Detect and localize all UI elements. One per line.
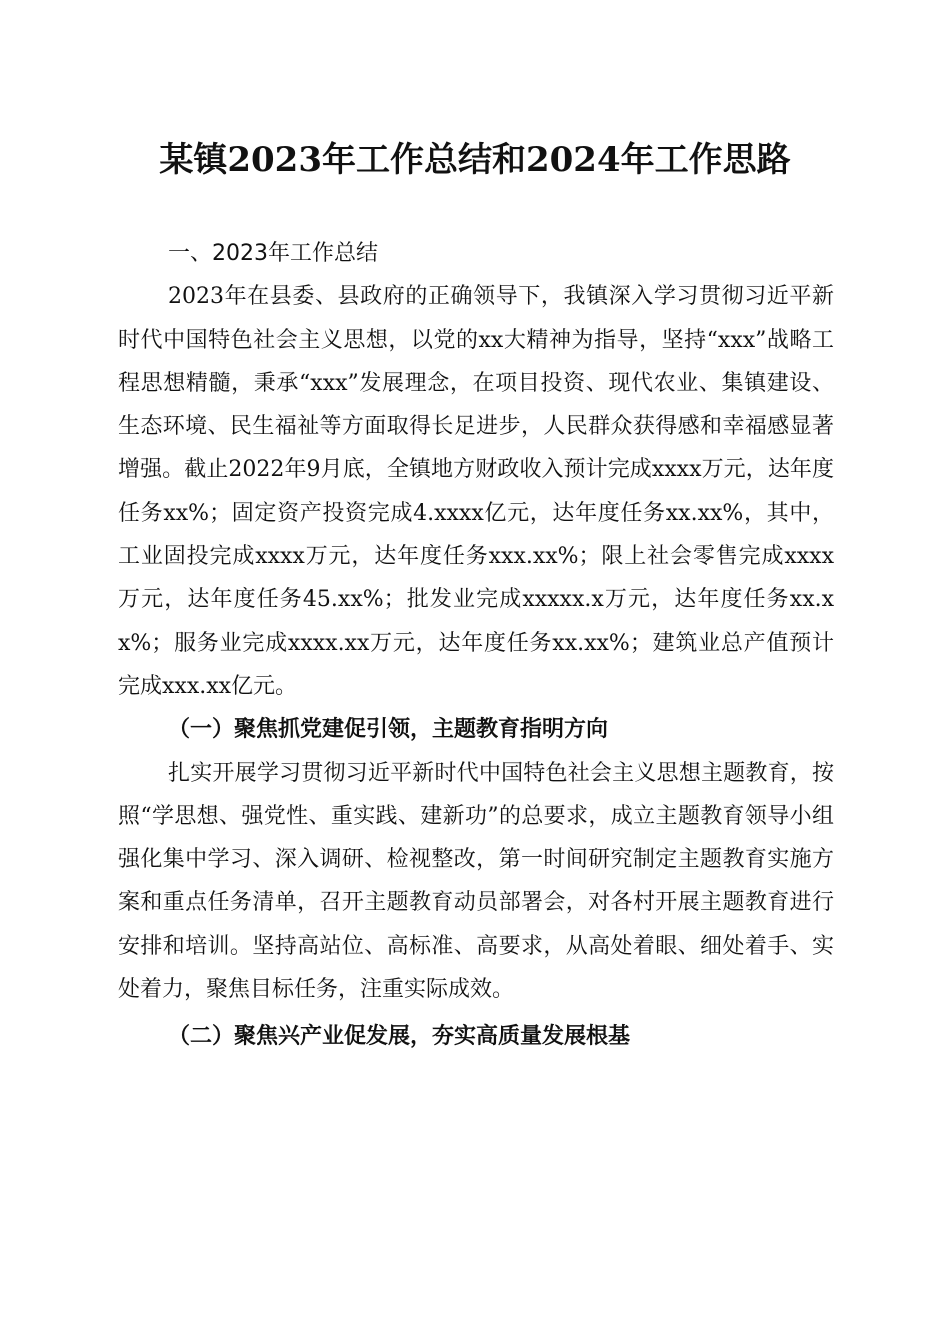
subheading-industry-development: （二）聚焦兴产业促发展，夯实高质量发展根基 bbox=[168, 1023, 631, 1050]
section-heading-2023-summary: 一、2023年工作总结 bbox=[168, 241, 378, 266]
document-title: 某镇2023年工作总结和2024年工作思路 bbox=[159, 140, 791, 180]
subheading-party-building: （一）聚焦抓党建促引领，主题教育指明方向 bbox=[168, 716, 609, 743]
paragraph-theme-education: 扎实开展学习贯彻习近平新时代中国特色社会主义思想主题教育，按照“学思想、强党性、重实践、建新功”的总要求，成立主题教育领导小组强化集中学习、深入调研、检视整改，第一时间研究制定主题教育实施方案和重点任务清单，召开主题教育动员部署会，对各村开展主题教育进行安排和培训。坚持高站位、高标准、高要求，从高处着眼、细处着手、实处着力，聚焦目标任务，注重实际成效。 bbox=[118, 760, 834, 1003]
document-body bbox=[118, 232, 834, 1059]
paragraph-overview: 2023年在县委、县政府的正确领导下，我镇深入学习贯彻习近平新时代中国特色社会主义思想，以党的xx大精神为指导，坚持“xxx”战略工程思想精髓，秉承“xxx”发展理念，在项目投资、现代农业、集镇建设、生态环境、民生福祉等方面取得长足进步，人民群众获得感和幸福感显著增强。截止2022年9月底，全镇地方财政收入预计完成xxxx万元，达年度任务xx%；固定资产投资完成4.xxxx亿元，达年度任务xx.xx%，其中，工业固投完成xxxx万元，达年度任务xxx.xx%；限上社会零售完成xxxx万元，达年度任务45.xx%；批发业完成xxxxx.x万元，达年度任务xx.xx%；服务业完成xxxx.xx万元，达年度任务xx.xx%；建筑业总产值预计完成xxx.xx亿元。 bbox=[118, 284, 834, 699]
